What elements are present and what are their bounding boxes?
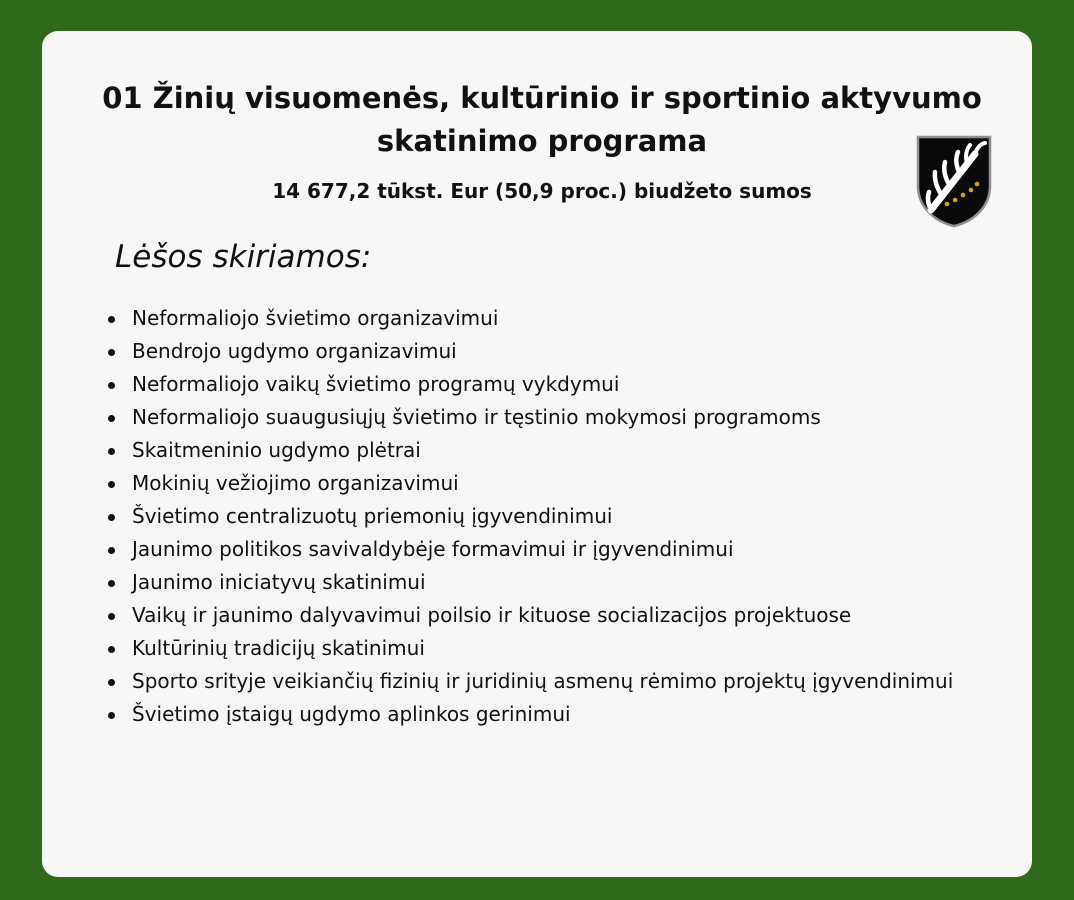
list-item: Skaitmeninio ugdymo plėtrai — [108, 434, 1008, 467]
info-card — [42, 31, 1032, 877]
program-title: 01 Žinių visuomenės, kultūrinio ir sportinio aktyvumo skatinimo programa — [102, 81, 982, 158]
budget-amount: 14 677,2 tūkst. Eur (50,9 proc.) biudžeto sumos — [272, 179, 812, 203]
list-item: Neformaliojo švietimo organizavimui — [108, 302, 1008, 335]
list-item: Jaunimo politikos savivaldybėje formavimui ir įgyvendinimui — [108, 533, 1008, 566]
list-item: Jaunimo iniciatyvų skatinimui — [108, 566, 1008, 599]
list-item: Vaikų ir jaunimo dalyvavimui poilsio ir kituose socializacijos projektuose — [108, 599, 1008, 632]
list-item: Neformaliojo vaikų švietimo programų vykdymui — [108, 368, 1008, 401]
funds-allocated-heading: Lėšos skiriamos: — [115, 239, 372, 275]
funds-list — [108, 302, 1008, 731]
coat-of-arms-icon — [915, 134, 993, 228]
list-item: Sporto srityje veikiančių fizinių ir juridinių asmenų rėmimo projektų įgyvendinimui — [108, 665, 1008, 698]
list-item: Kultūrinių tradicijų skatinimui — [108, 632, 1008, 665]
list-item: Neformaliojo suaugusiųjų švietimo ir tęstinio mokymosi programoms — [108, 401, 1008, 434]
list-item: Mokinių vežiojimo organizavimui — [108, 467, 1008, 500]
list-item: Bendrojo ugdymo organizavimui — [108, 335, 1008, 368]
list-item: Švietimo centralizuotų priemonių įgyvendinimui — [108, 500, 1008, 533]
list-item: Švietimo įstaigų ugdymo aplinkos gerinimui — [108, 698, 1008, 731]
